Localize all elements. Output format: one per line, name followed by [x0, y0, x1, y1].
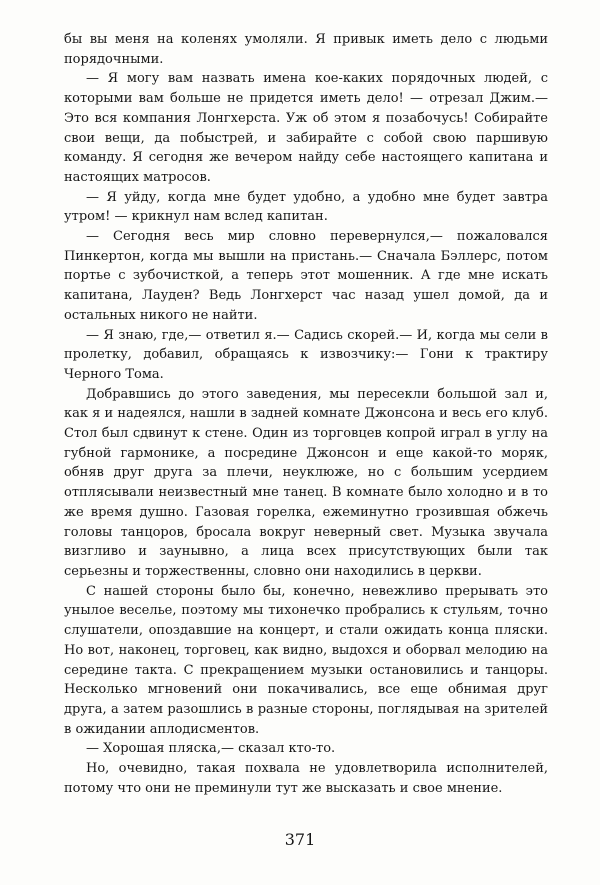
paragraph-4: — Сегодня весь мир словно перевернулся,— пожаловался Пинкертон, когда мы вышли на пристань.— Сначала Бэллерс, потом портье с зубочисткой, а теперь этот мошенник. А где мне искать капитана, Лауден? Ведь Лонгхерст час назад ушел домой, да и остальных никого не найти.: [64, 229, 548, 323]
paragraph-1: бы вы меня на коленях умоляли. Я привык иметь дело с людьми порядочными.: [64, 32, 548, 67]
paragraph-5: — Я знаю, где,— ответил я.— Садись скорей.— И, когда мы сели в пролетку, добавил, обращаясь к извозчику:— Гони к трактиру Черного Тома.: [64, 327, 548, 382]
paragraph-9: Но, очевидно, такая похвала не удовлетворила исполнителей, потому что они не преминули тут же высказать и свое мнение.: [64, 761, 548, 796]
paragraph-7: С нашей стороны было бы, конечно, невежливо прерывать это унылое веселье, поэтому мы тихонечко пробрались к стульям, точно слушатели, опоздавшие на концерт, и стали ожидать конца пляски. Но вот, наконец, торговец, как видно, выдохся и оборвал мелодию на середине такта. С прекращением музыки остановились и танцоры. Несколько мгновений они покачивались, все еще обнимая друг друга, а затем разошлись в разные стороны, поглядывая на зрителей в ожидании аплодисментов.: [64, 583, 548, 737]
paragraph-2: — Я могу вам назвать имена кое-каких порядочных людей, с которыми вам больше не придется иметь дело! — отрезал Джим.— Это вся компания Лонгхерста. Уж об этом я позабочусь! Собирайте свои вещи, да побыстрей, и забирайте с собой свою паршивую команду. Я сегодня же вечером найду себе настоящего капитана и настоящих матросов.: [64, 71, 548, 185]
paragraph-3: — Я уйду, когда мне будет удобно, а удобно мне будет завтра утром! — крикнул нам вслед капитан.: [64, 189, 548, 225]
page-number: 371: [284, 830, 316, 849]
paragraph-6: Добравшись до этого заведения, мы пересекли большой зал и, как я и надеялся, нашли в задней комнате Джонсона и весь его клуб. Стол был сдвинут к стене. Один из торговцев копрой играл в углу на губной гармонике, а посредине Джонсон и еще какой-то моряк, обняв друг друга за плечи, неуклюже, но с большим усердием отплясывали неизвестный мне танец. В комнате было холодно и в то же время душно. Газовая горелка, ежеминутно грозившая обжечь головы танцоров, бросала вокруг неверный свет. Музыка звучала визгливо и заунывно, а лица всех присутствующих были так серьезны и торжественны, словно они находились в церкви.: [64, 386, 548, 579]
page-text-body: [64, 30, 548, 798]
paragraph-8: — Хорошая пляска,— сказал кто-то.: [86, 741, 336, 757]
